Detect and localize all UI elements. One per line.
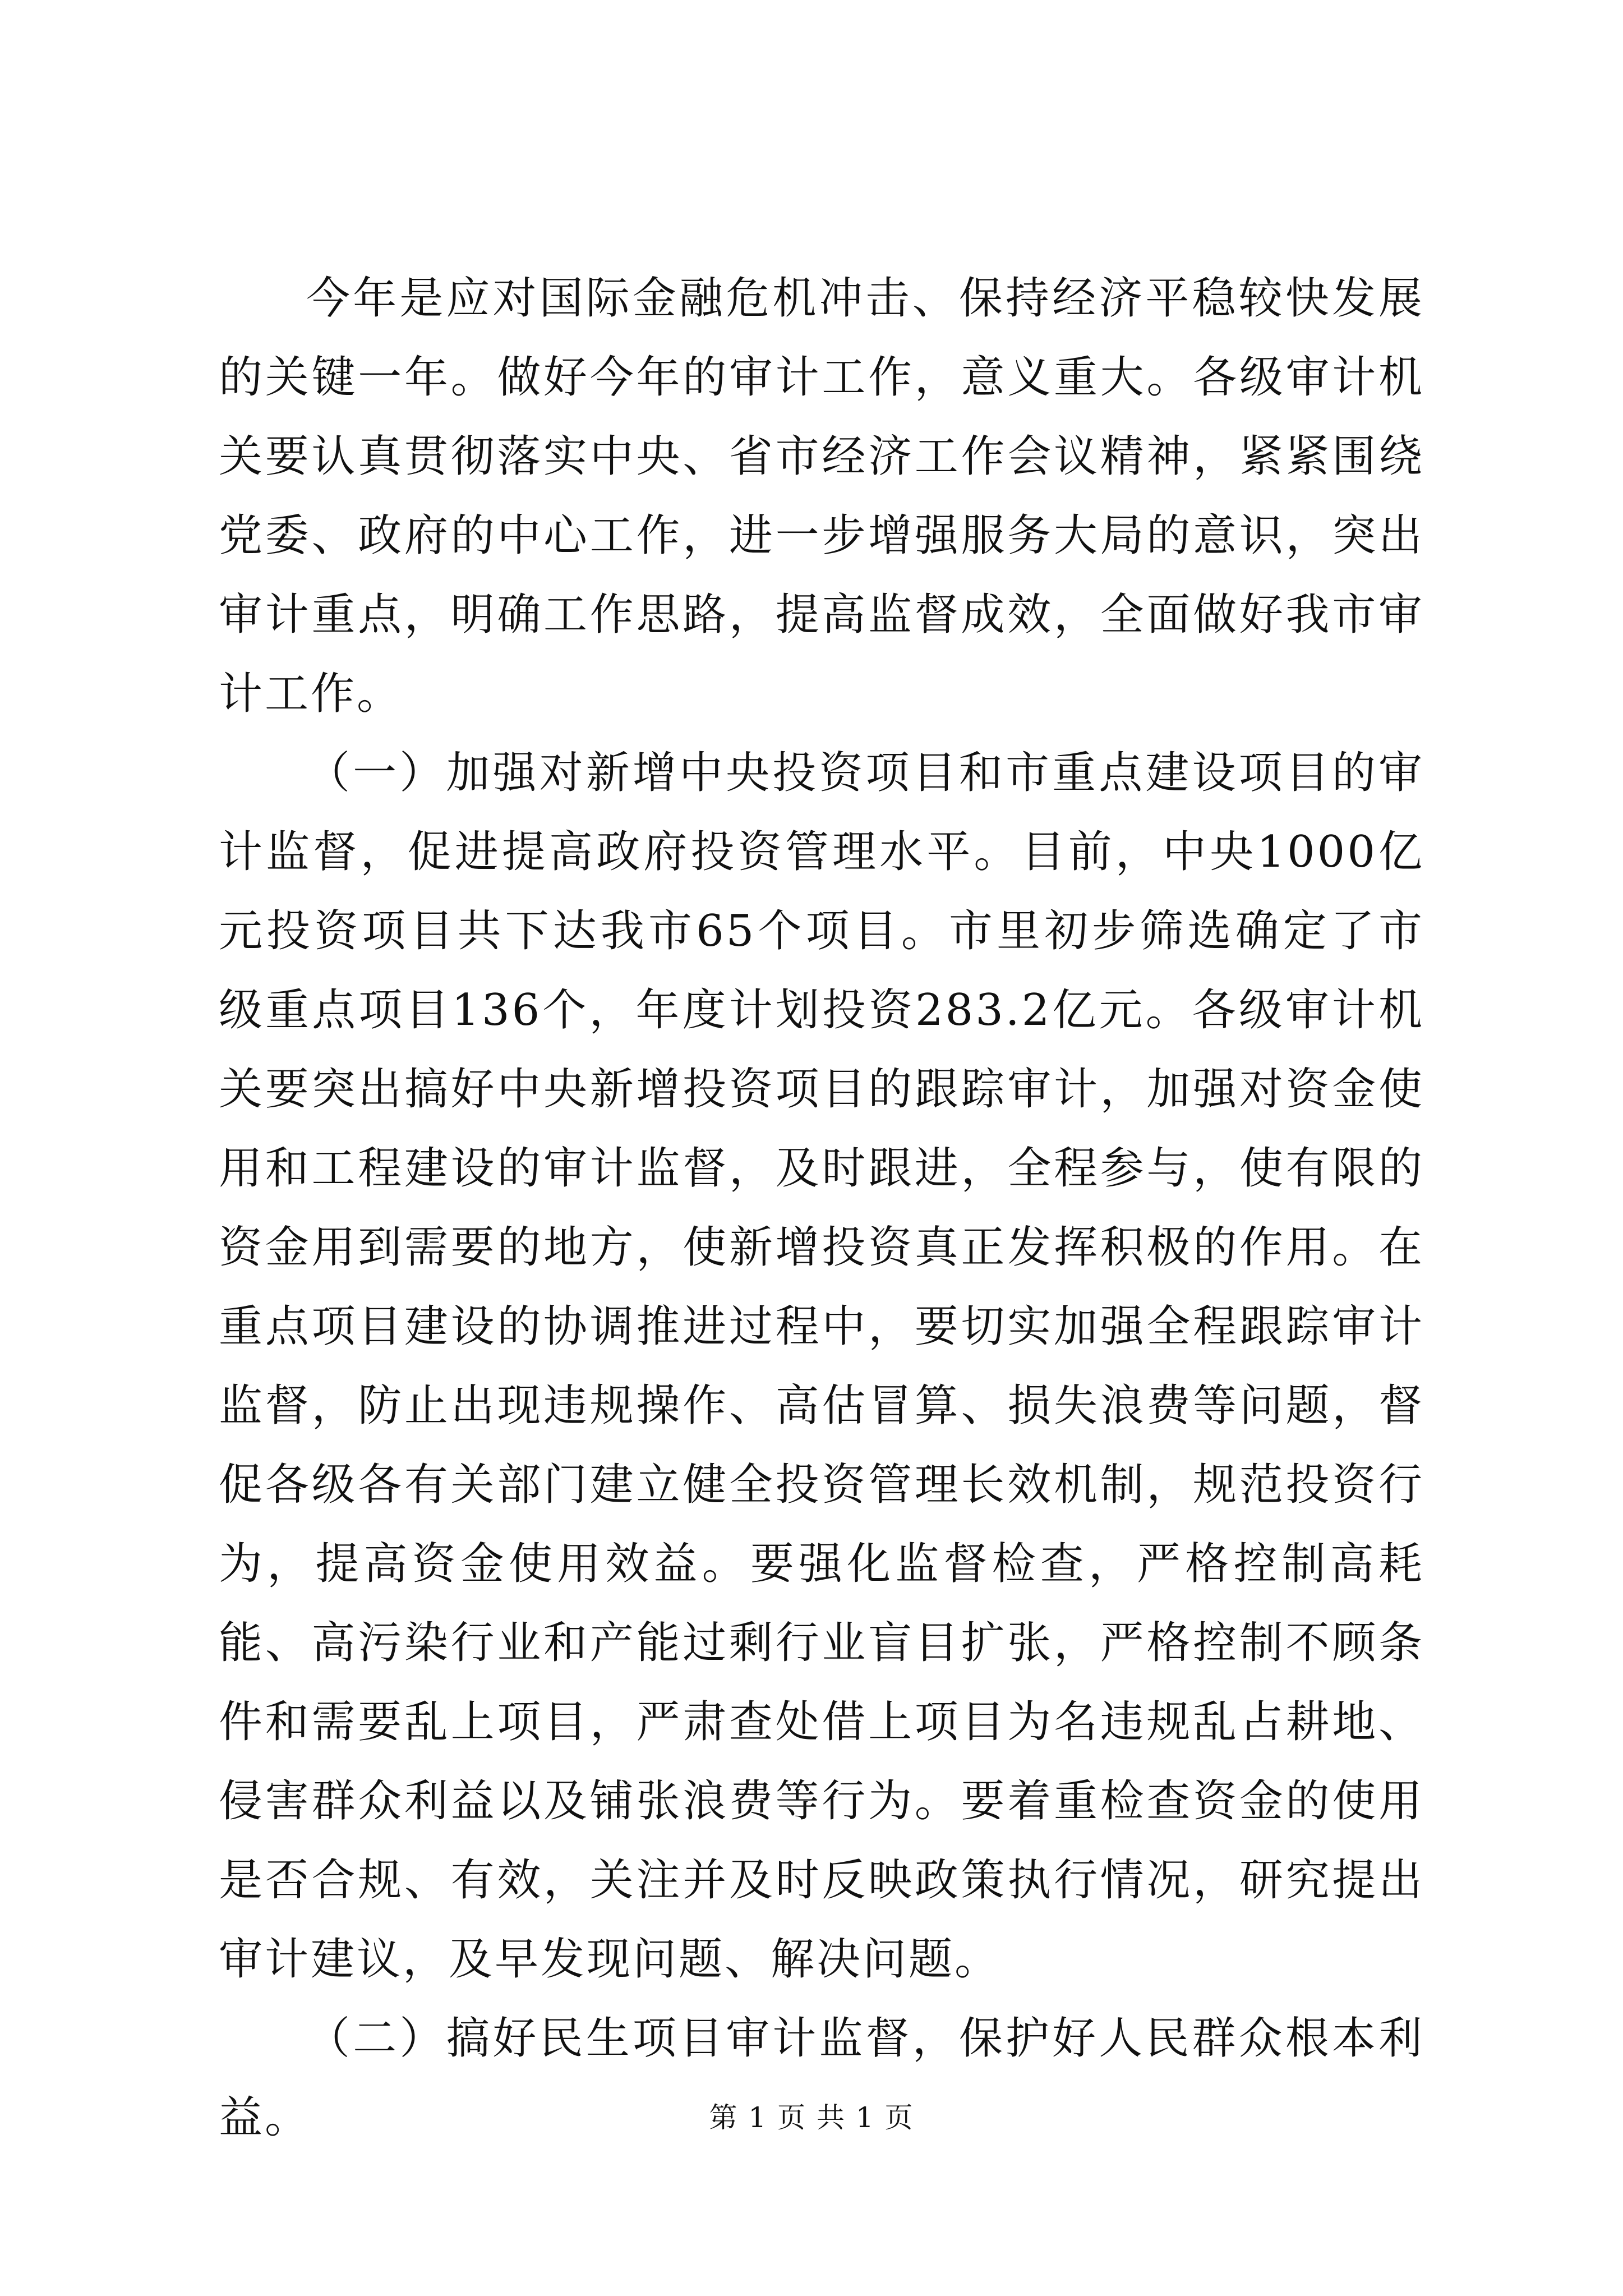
paragraph-section-1: （一）加强对新增中央投资项目和市重点建设项目的审计监督，促进提高政府投资管理水平。目前，中央1000亿元投资项目共下达我市65个项目。市里初步筛选确定了市级重点项目136个，年度计划投资283.2亿元。各级审计机关要突出搞好中央新增投资项目的跟踪审计，加强对资金使用和工程建设的审计监督，及时跟进，全程参与，使有限的资金用到需要的地方，使新增投资真正发挥积极的作用。在重点项目建设的协调推进过程中，要切实加强全程跟踪审计监督，防止出现违规操作、高估冒算、损失浪费等问题，督促各级各有关部门建立健全投资管理长效机制，规范投资行为，提高资金使用效益。要强化监督检查，严格控制高耗能、高污染行业和产能过剩行业盲目扩张，严格控制不顾条件和需要乱上项目，严肃查处借上项目为名违规乱占耕地、侵害群众利益以及铺张浪费等行为。要着重检查资金的使用是否合规、有效，关注并及时反映政策执行情况，研究提出审计建议，及早发现问题、解决问题。 bbox=[219, 748, 1424, 1985]
page-footer: 第 1 页 共 1 页 bbox=[709, 2101, 914, 2134]
document-body bbox=[219, 259, 1424, 2157]
paragraph-section-2: （二）搞好民生项目审计监督，保护好人民群众根本利益。 bbox=[219, 2013, 1424, 2143]
paragraph-intro: 今年是应对国际金融危机冲击、保持经济平稳较快发展的关键一年。做好今年的审计工作，意义重大。各级审计机关要认真贯彻落实中央、省市经济工作会议精神，紧紧围绕党委、政府的中心工作，进一步增强服务大局的意识，突出审计重点，明确工作思路，提高监督成效，全面做好我市审计工作。 bbox=[219, 273, 1424, 719]
